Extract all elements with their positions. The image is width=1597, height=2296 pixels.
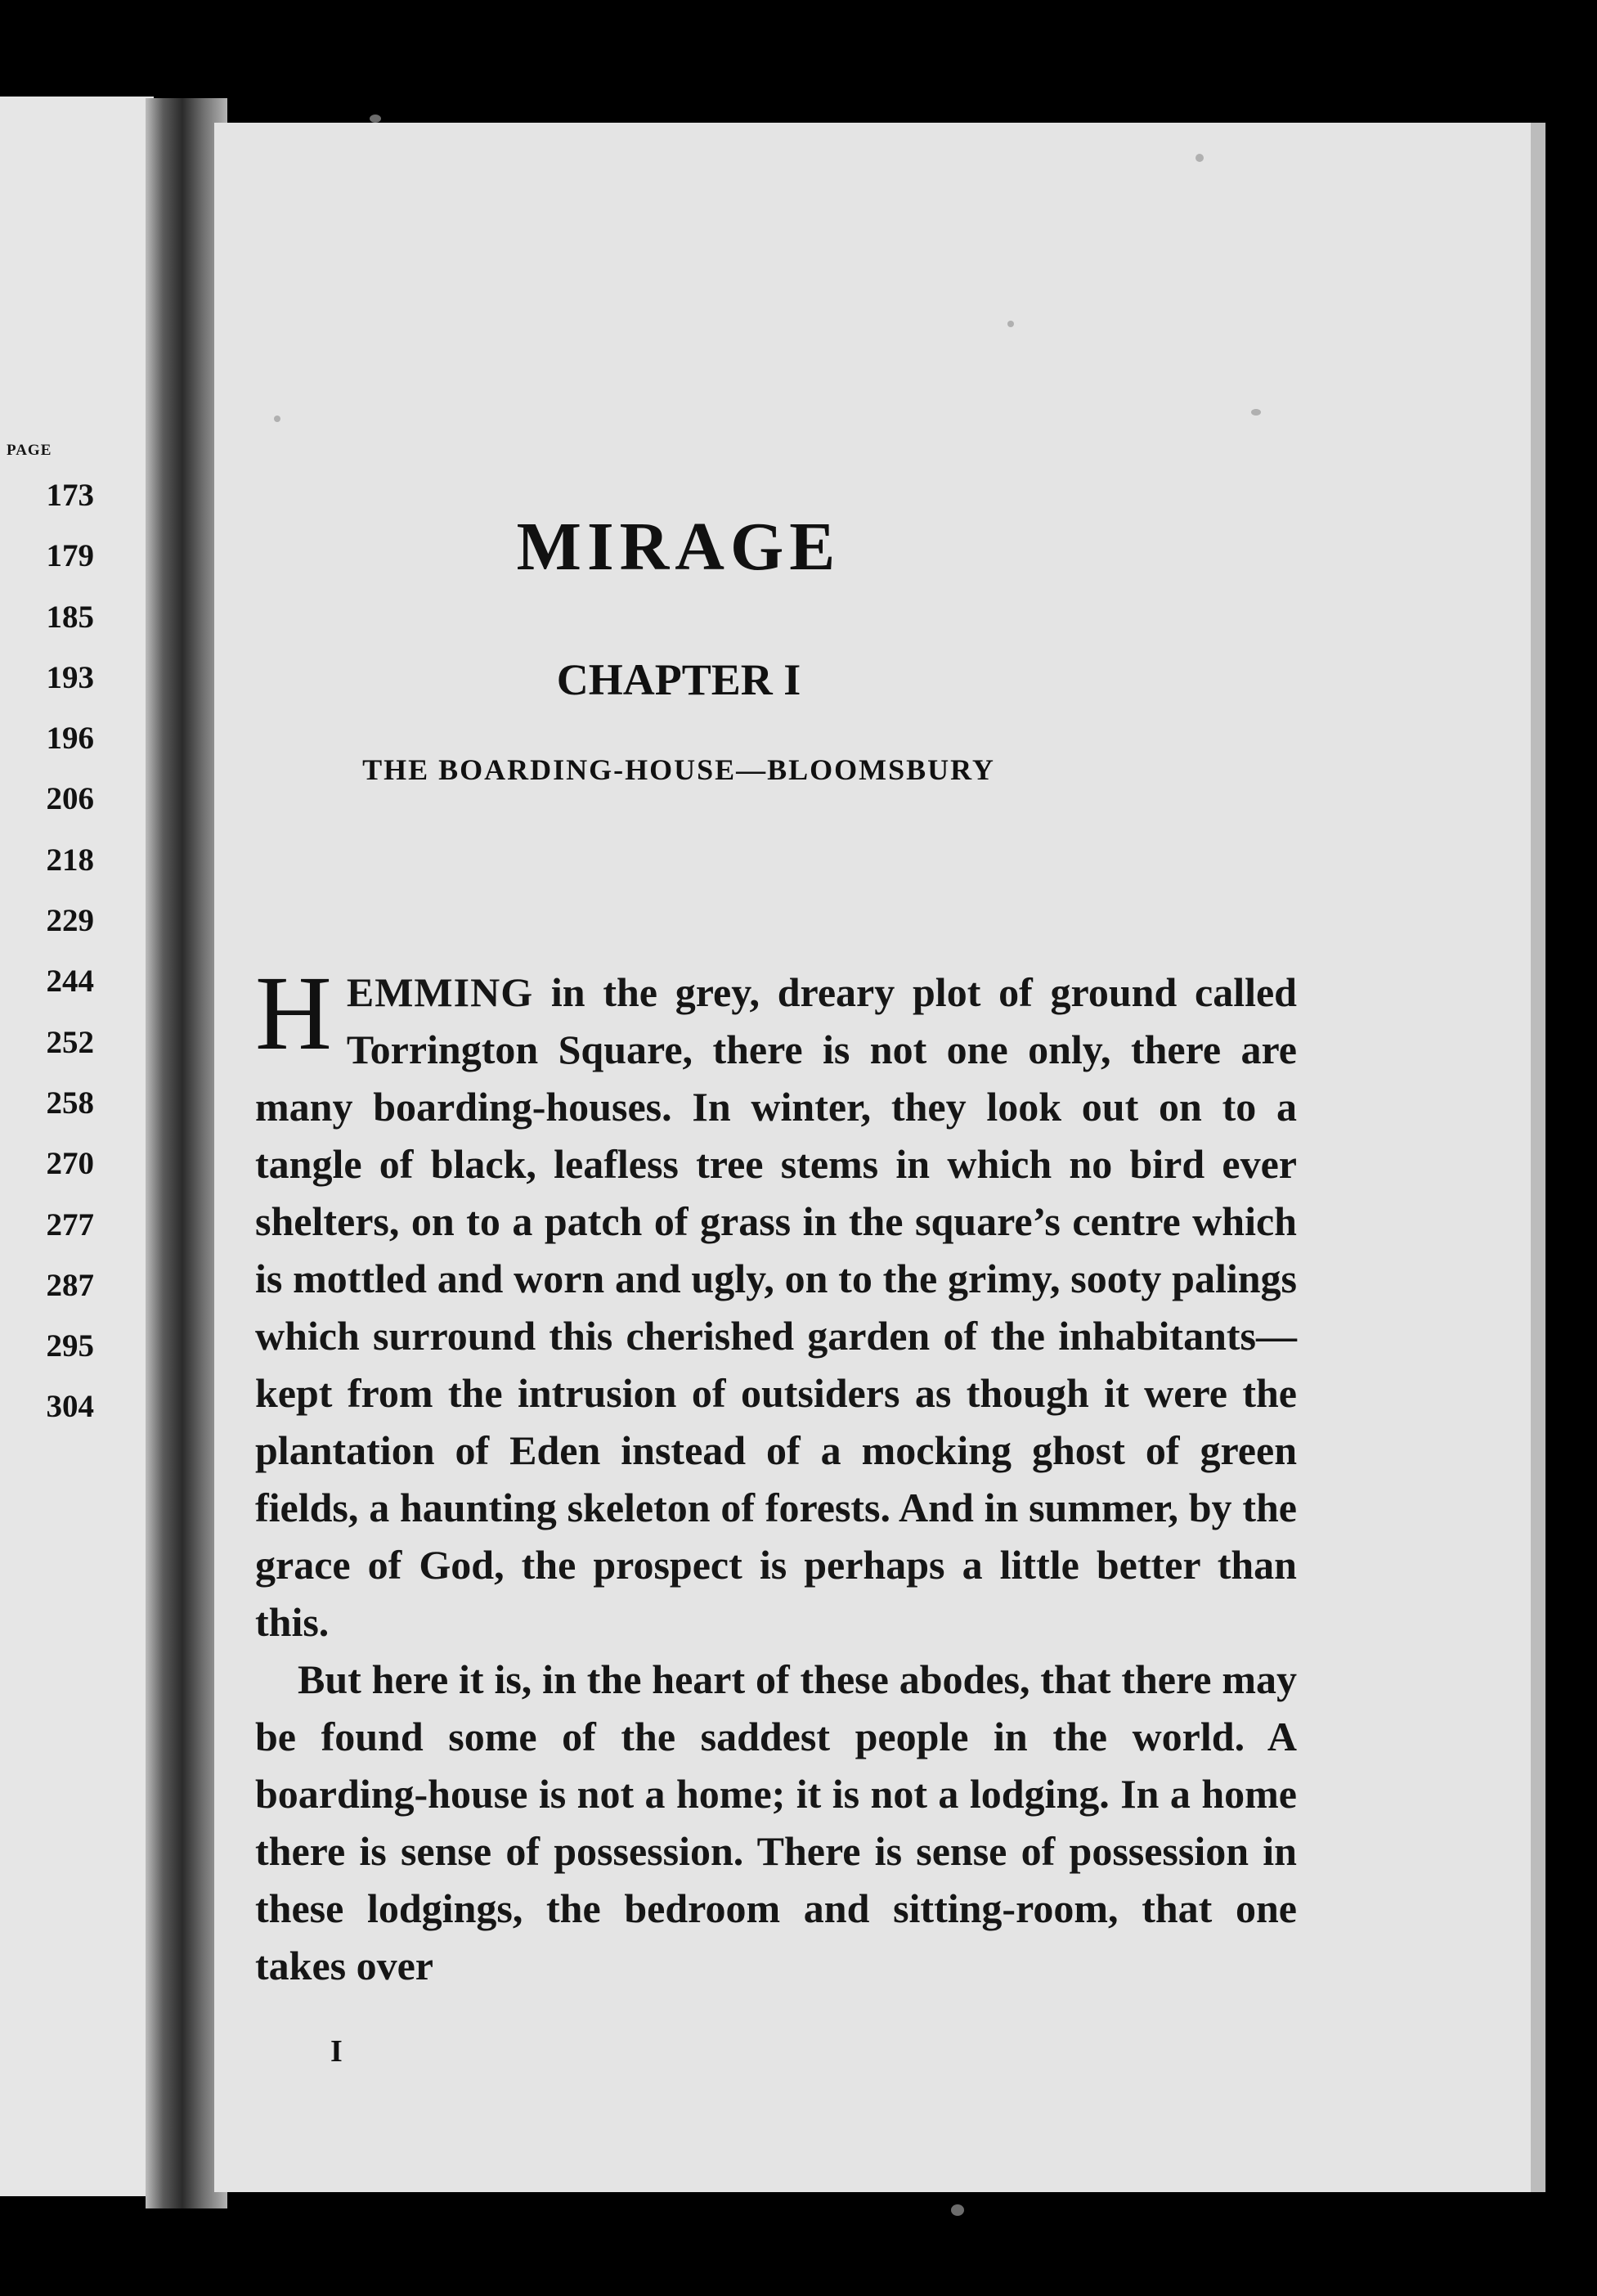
page-right-edge — [1531, 123, 1545, 2192]
book-title: MIRAGE — [516, 509, 841, 585]
scan-speck — [274, 416, 280, 422]
toc-page-number: 193 — [46, 659, 94, 695]
page-folio: I — [330, 2034, 343, 2069]
drop-cap: H — [255, 955, 332, 1072]
toc-page-number: 252 — [46, 1024, 94, 1060]
opening-small-caps: EMMING — [346, 969, 534, 1015]
scan-speck — [1007, 321, 1014, 327]
chapter-heading: CHAPTER I — [556, 655, 801, 704]
toc-page-number: 270 — [46, 1146, 94, 1182]
scan-speck — [1196, 154, 1204, 162]
paragraph-second: But here it is, in the heart of these abodes, that there may be found some of the saddest people in the world. A boarding-house is not a home; it is not a lodging. In a home there is sense of possession. There is sense of possession in these lodgings, the bedroom and sitting-room, that one takes over — [255, 1656, 1297, 1988]
paragraph-opening — [255, 955, 1297, 1651]
toc-page-number: 258 — [46, 1085, 94, 1121]
toc-page-number: 295 — [46, 1328, 94, 1364]
scan-speck — [370, 115, 381, 123]
toc-page-number: 185 — [46, 599, 94, 635]
toc-page-number: 244 — [46, 964, 94, 1000]
toc-page-number: 229 — [46, 903, 94, 939]
toc-page-number: 277 — [46, 1206, 94, 1242]
toc-page-number: 206 — [46, 781, 94, 817]
toc-page-header: PAGE — [7, 442, 52, 459]
toc-page-number: 287 — [46, 1267, 94, 1303]
section-title: THE BOARDING-HOUSE—BLOOMSBURY — [362, 753, 995, 786]
scan-speck — [951, 2204, 964, 2216]
scan-speck — [1251, 409, 1261, 416]
toc-page-number: 196 — [46, 721, 94, 757]
toc-page-number: 218 — [46, 842, 94, 878]
toc-page-number: 173 — [46, 478, 94, 513]
toc-page-number: 179 — [46, 538, 94, 574]
toc-page-number: 304 — [46, 1389, 94, 1425]
left-facing-page — [0, 97, 154, 2196]
toc-page-number-list — [0, 473, 94, 1445]
body-text — [255, 955, 1297, 1994]
paragraph-opening-text: in the grey, dreary plot of ground called Torrington Square, there is not one only, there are many boarding-houses. In winter, they look out on to a tangle of black, leafless tree stems in which no bird ever shelters, on to a patch of grass in the square’s centre which is mottled and worn and ugly, on to the grimy, sooty palings which surround this cherished garden of the inhabitants—kept from the intrusion of outsiders as though it were the plantation of Eden instead of a mocking ghost of green fields, a haunting skeleton of forests. And in summer, by the grace of God, the prospect is perhaps a little better than this. — [255, 969, 1297, 1645]
